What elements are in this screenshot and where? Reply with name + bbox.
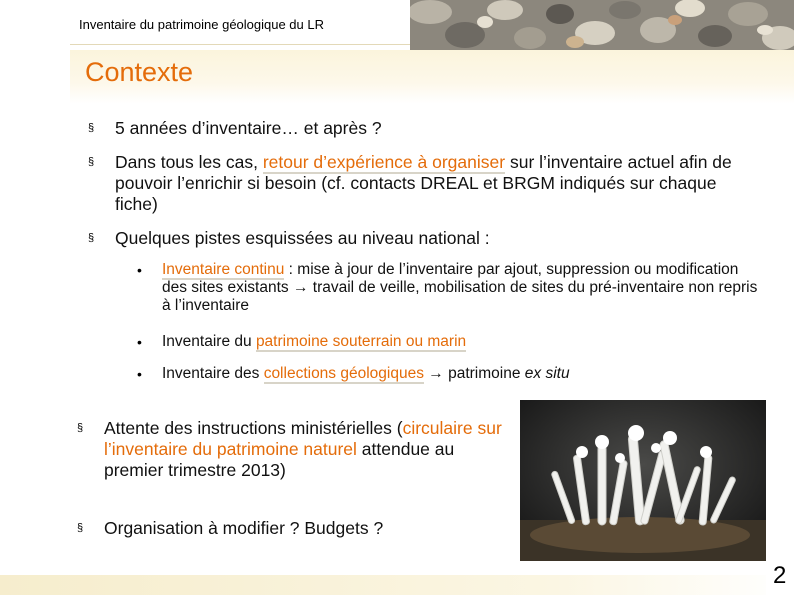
mineral-crystals-photo: [520, 400, 766, 561]
sub-bullet-text: travail de veille, mobilisation de sites du pré-inventaire non repris à l’inventaire: [162, 279, 758, 314]
bullet-paragraph: [104, 418, 504, 481]
dot-bullet-icon: •: [137, 262, 142, 278]
bullet-paragraph: [115, 152, 745, 215]
sub-bullet-text: : mise à jour de l’inventaire par ajout, suppression ou modification des sites existants: [162, 261, 739, 296]
sub-bullet-text: patrimoine: [443, 365, 525, 382]
bullet-text: Dans tous les cas,: [115, 152, 263, 172]
highlight-text: Inventaire continu: [162, 261, 285, 278]
bullet-text: sur l’inventaire actuel afin de pouvoir l’enrichir si besoin (cf. contacts DREAL et BRGM indiqués sur chaque fiche): [115, 152, 732, 214]
sub-bullet-paragraph: [162, 333, 762, 351]
header-rule: [70, 44, 410, 45]
dot-bullet-icon: •: [137, 334, 142, 350]
square-bullet-icon: §: [88, 232, 95, 244]
page-number: 2: [773, 562, 787, 589]
square-bullet-icon: §: [77, 522, 84, 534]
highlight-text: retour d’expérience à organiser: [262, 152, 506, 172]
sub-bullet-paragraph: [162, 261, 762, 315]
arrow-icon: →: [292, 279, 309, 296]
header-title: Inventaire du patrimoine géologique du LR: [79, 17, 325, 32]
bullet-text: Organisation à modifier ? Budgets ?: [104, 518, 384, 538]
footer-band: [0, 575, 794, 595]
dot-bullet-icon: •: [137, 366, 142, 382]
sub-bullet-paragraph: [162, 365, 762, 383]
square-bullet-icon: §: [88, 156, 95, 168]
sub-bullet-text: Inventaire du: [162, 333, 256, 350]
bullet-text: attendue au premier trimestre 2013): [104, 439, 455, 480]
pebbles-banner-image: [410, 0, 794, 50]
slide-title: Contexte: [85, 57, 194, 87]
square-bullet-icon: §: [88, 122, 95, 134]
highlight-text: circulaire sur l’inventaire du patrimoine naturel: [104, 418, 502, 459]
square-bullet-icon: §: [77, 422, 84, 434]
bullet-text: Quelques pistes esquissées au niveau national :: [115, 228, 490, 248]
highlight-text: collections géologiques: [263, 365, 424, 382]
bullet-text: Attente des instructions ministérielles (: [104, 418, 403, 438]
arrow-icon: →: [428, 365, 444, 382]
sub-bullet-text: Inventaire des: [162, 365, 264, 382]
bullet-text: 5 années d’inventaire… et après ?: [115, 118, 382, 138]
highlight-text: patrimoine souterrain ou marin: [255, 333, 467, 350]
italic-text: ex situ: [524, 365, 570, 382]
